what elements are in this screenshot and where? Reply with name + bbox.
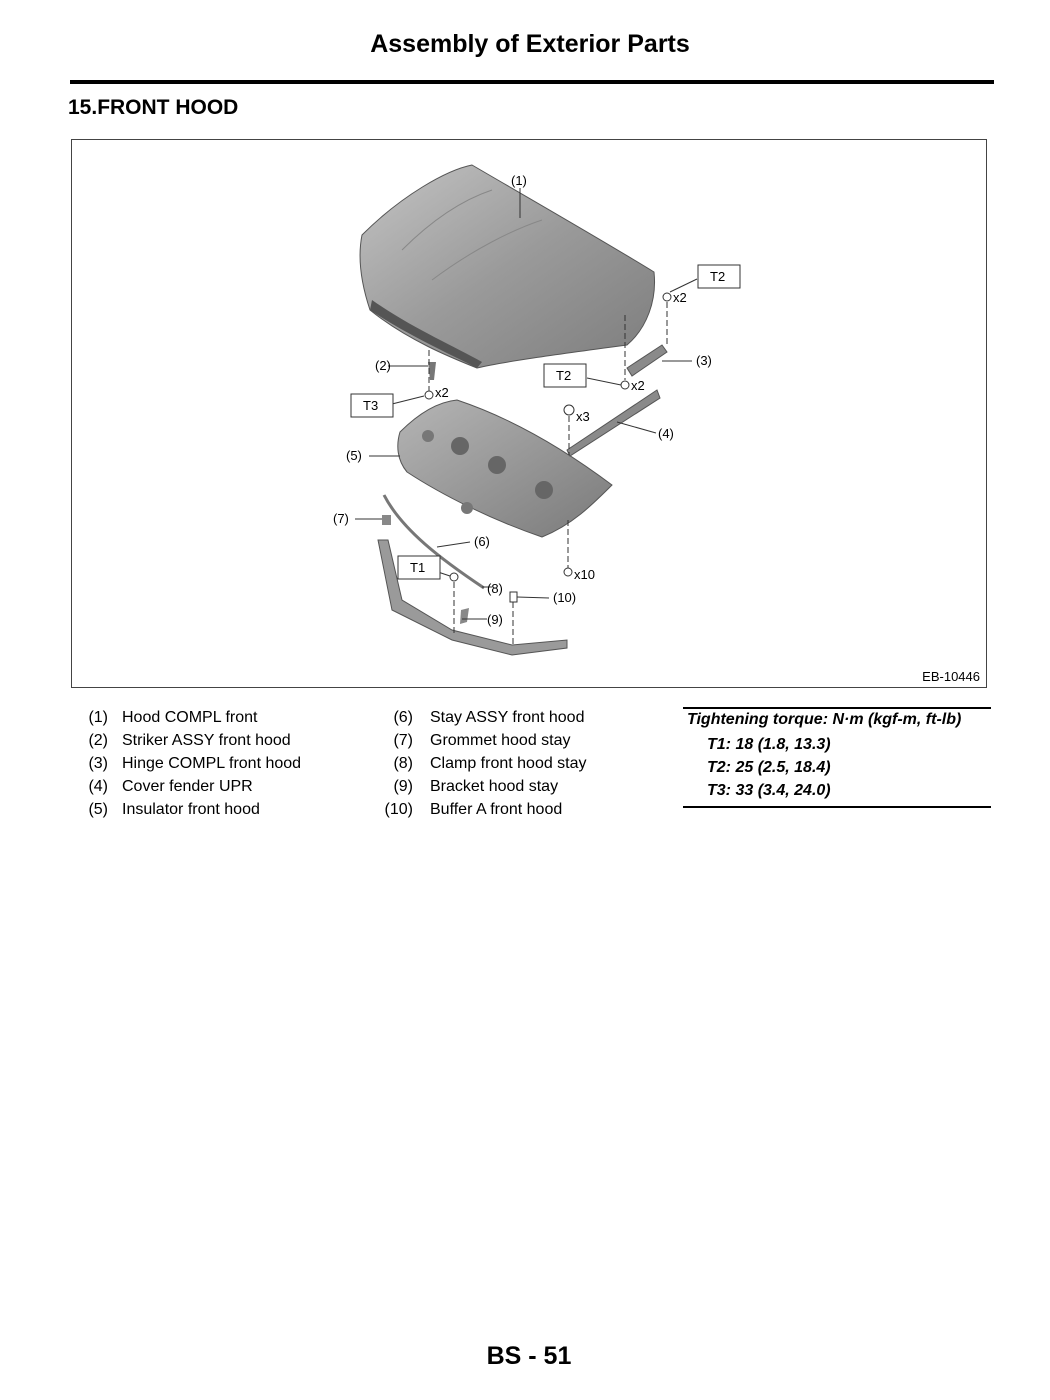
part-name: Hood COMPL front	[122, 709, 258, 726]
hood-part	[360, 165, 654, 368]
part-name: Hinge COMPL front hood	[122, 755, 302, 772]
page-title: Assembly of Exterior Parts	[370, 30, 690, 58]
section-title: 15.FRONT HOOD	[68, 96, 239, 119]
exploded-diagram	[71, 139, 987, 688]
part-name: Buffer A front hood	[430, 801, 563, 818]
part-name: Stay ASSY front hood	[430, 709, 585, 726]
clamp-part	[460, 608, 469, 624]
part-number: (3)	[88, 755, 108, 772]
bolt-icon	[663, 293, 671, 301]
part-number: (6)	[393, 709, 413, 726]
part-number: (1)	[88, 709, 108, 726]
clip-icon	[564, 405, 574, 415]
callout-2: (2)	[375, 358, 391, 373]
grommet-part	[382, 515, 391, 525]
part-number: (10)	[384, 801, 413, 818]
part-number: (8)	[393, 755, 413, 772]
qty-insulator-clip: x10	[574, 567, 595, 582]
part-name: Grommet hood stay	[430, 732, 571, 749]
part-number: (2)	[88, 732, 108, 749]
figure-id: EB-10446	[922, 669, 980, 684]
callout-8: (8)	[487, 581, 503, 596]
torque-tag-t3-label: T3	[363, 398, 379, 413]
buffer-icon	[510, 592, 517, 602]
callout-9: (9)	[487, 612, 503, 627]
callout-1: (1)	[511, 173, 527, 188]
callout-6: (6)	[474, 534, 490, 549]
callout-4: (4)	[658, 426, 674, 441]
part-number: (7)	[393, 732, 413, 749]
part-name: Cover fender UPR	[122, 778, 253, 795]
qty-striker: x2	[435, 385, 449, 400]
bolt-icon	[425, 391, 433, 399]
part-name: Insulator front hood	[122, 801, 260, 818]
callout-3: (3)	[696, 353, 712, 368]
clip-icon	[564, 568, 572, 576]
torque-t1: T1: 18 (1.8, 13.3)	[707, 736, 831, 753]
torque-t3: T3: 33 (3.4, 24.0)	[707, 782, 831, 799]
torque-spec-table	[683, 707, 991, 808]
nut-icon	[621, 381, 629, 389]
bolt-icon	[450, 573, 458, 581]
part-number: (9)	[393, 778, 413, 795]
qty-clip: x3	[576, 409, 590, 424]
callout-7: (7)	[333, 511, 349, 526]
callout-5: (5)	[346, 448, 362, 463]
hinge-part	[627, 345, 667, 376]
diagram-drawing	[72, 140, 988, 689]
qty-hinge-top: x2	[673, 290, 687, 305]
qty-hinge-bottom: x2	[631, 378, 645, 393]
title-rule	[70, 80, 994, 84]
torque-tag-t2-top-label: T2	[710, 269, 726, 284]
torque-tag-t2-middle-label: T2	[556, 368, 572, 383]
part-number: (4)	[88, 778, 108, 795]
torque-heading: Tightening torque: N·m (kgf-m, ft-lb)	[687, 711, 962, 728]
part-number: (5)	[88, 801, 108, 818]
callout-10: (10)	[553, 590, 577, 605]
torque-tag-t1-label: T1	[410, 560, 426, 575]
part-name: Clamp front hood stay	[430, 755, 587, 772]
torque-t2: T2: 25 (2.5, 18.4)	[707, 759, 831, 776]
part-name: Striker ASSY front hood	[122, 732, 291, 749]
page-number: BS - 51	[486, 1342, 572, 1370]
part-name: Bracket hood stay	[430, 778, 559, 795]
